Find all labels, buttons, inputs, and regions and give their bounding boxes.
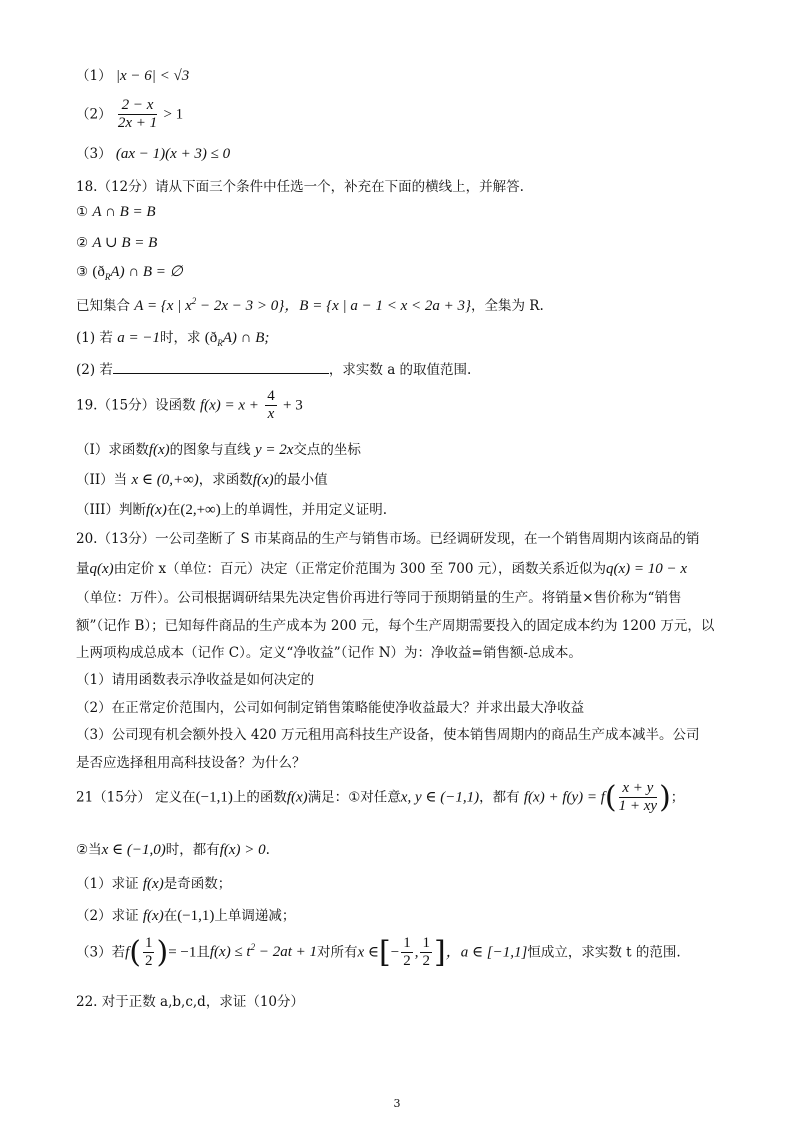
fraction-numerator: 1 — [143, 935, 155, 953]
math-expression: f(x) = x + — [199, 397, 259, 414]
fraction-numerator: 1 — [420, 935, 432, 953]
answer-blank[interactable] — [113, 361, 329, 374]
text-segment: ，全集为 R. — [471, 298, 544, 314]
math-expression: f(x) > 0 — [219, 842, 266, 858]
text-segment: 对所有 — [317, 944, 358, 961]
fraction-denominator: 2 — [422, 953, 430, 970]
math-expression: x, y ∈ (−1,1) — [400, 789, 480, 806]
math-expression: (ax − 1)(x + 3) ≤ 0 — [115, 146, 231, 162]
set-B: ，B = {x | a − 1 < x < 2a + 3} — [284, 298, 471, 314]
q19-part-3 — [76, 498, 387, 519]
q19-part-2 — [76, 468, 328, 489]
q18-header: 18.（12分）请从下面三个条件中任选一个，补充在下面的横线上，并解答. — [76, 179, 524, 195]
fraction-denominator: 2x + 1 — [117, 115, 158, 132]
circled-number: ② — [76, 842, 89, 858]
math-expression: x ∈ — [357, 944, 380, 961]
math-expression: f(x) + f(y) = f — [523, 789, 605, 806]
circled-number: ③ — [76, 264, 89, 280]
q21-part-3 — [76, 935, 681, 971]
text-segment: ，求函数 — [198, 472, 253, 488]
text-segment: . — [265, 842, 270, 858]
part-label: （2）求证 — [76, 908, 139, 924]
math-expression: f(x) — [146, 502, 167, 518]
math-expression: |x − 6| < √3 — [115, 68, 190, 84]
q21-part-2 — [76, 904, 295, 925]
math-subscript: R — [217, 338, 223, 348]
fraction-numerator: 4 — [265, 388, 277, 406]
math-expression: (−1,1) — [177, 908, 215, 924]
q18-part-2 — [76, 358, 471, 378]
fraction — [401, 935, 413, 971]
page-number: 3 — [393, 1097, 401, 1110]
circled-number: ① — [348, 789, 361, 806]
q18-condition-1 — [76, 204, 156, 221]
text-segment: ，都有 — [479, 789, 520, 806]
q17-item-1 — [76, 64, 189, 85]
text-segment: 已知集合 — [76, 298, 130, 314]
part-label: （1）求证 — [76, 876, 139, 892]
math-expression: x ∈ (0,+∞) — [131, 472, 199, 488]
text-segment: 19.（15分）设函数 — [76, 397, 196, 414]
text-segment: 上的单调性，并用定义证明. — [220, 502, 388, 518]
comma: , — [414, 944, 419, 961]
fraction — [143, 935, 155, 971]
circled-number: ② — [76, 235, 89, 251]
text-segment: 的最小值 — [273, 472, 328, 488]
math-expression: ，a ∈ [−1,1] — [445, 944, 528, 961]
q21-condition-2 — [76, 838, 270, 859]
math-expression: q(x) = 10 − x — [606, 561, 688, 577]
text-segment: 的图象与直线 — [169, 442, 251, 458]
fraction-denominator: 1 + xy — [618, 798, 658, 815]
right-bracket: ] — [433, 934, 446, 970]
math-expression — [210, 944, 317, 960]
fraction-numerator: 1 — [401, 935, 413, 953]
part-label: （III）判断 — [76, 502, 146, 518]
math-expression: f(x) — [286, 789, 308, 806]
q20-part-3b: 是否应选择租用高科技设备？为什么？ — [76, 755, 306, 771]
math-part: A = {x | x — [134, 298, 192, 314]
text-segment: 时，求 — [159, 330, 201, 346]
text-segment: 对任意 — [360, 789, 401, 806]
right-paren: ) — [156, 934, 169, 970]
fraction-denominator: 2 — [144, 953, 153, 970]
math-part: A) ∩ B = ∅ — [110, 264, 183, 280]
q17-item-3 — [76, 142, 230, 163]
text-segment: 上单调递减； — [214, 908, 296, 924]
math-expression: (2,+∞) — [180, 502, 221, 518]
text-segment: 且 — [196, 944, 210, 961]
q20-part-1: （1）请用函数表示净收益是如何决定的 — [76, 672, 315, 688]
q20-part-3a: （3）公司现有机会额外投入 420 万元租用高科技生产设备，使本销售周期内的商品生产成本减半。公司 — [76, 727, 700, 743]
q20-line-1: 20.（13分）一公司垄断了 S 市某商品的生产与销售市场。已经调研发现，在一个销售周期内该商品的销 — [76, 531, 700, 547]
math-part: − 2at + 1 — [255, 944, 318, 961]
math-expression: > 1 — [163, 106, 184, 123]
item-label: （3） — [76, 146, 112, 162]
minus-sign: − — [390, 944, 400, 961]
part-label: （3）若 — [76, 944, 126, 961]
math-expression: + 3 — [283, 397, 303, 414]
text-segment: 21（15分） 定义在 — [76, 789, 196, 806]
math-expression: y = 2x — [254, 442, 294, 458]
q18-condition-2 — [76, 233, 157, 252]
math-part: f(x) ≤ t — [209, 944, 251, 961]
q22-header: 22. 对于正数 a,b,c,d，求证（10分） — [76, 994, 304, 1010]
math-superscript: 2 — [191, 296, 197, 306]
math-expression: f — [125, 944, 130, 961]
text-segment: 是奇函数； — [163, 876, 232, 892]
text-segment: 量 — [76, 561, 90, 577]
fraction — [118, 97, 157, 133]
left-bracket: [ — [379, 934, 391, 970]
text-segment: 时，都有 — [165, 842, 220, 858]
q20-part-2: （2）在正常定价范围内，公司如何制定销售策略能使净收益最大？并求出最大净收益 — [76, 700, 585, 716]
part-label: （II）当 — [76, 472, 128, 488]
part-label: (2) 若 — [76, 362, 113, 378]
q20-line-4: 额”（记作 B）；已知每件商品的生产成本为 200 元，每个生产周期需要投入的固定成本约为 1200 万元，以 — [76, 618, 715, 634]
math-expression: = −1 — [168, 944, 197, 961]
text-segment: ，求实数 a 的取值范围. — [328, 362, 472, 378]
fraction-denominator: 2 — [403, 953, 411, 970]
item-label: （1） — [76, 68, 112, 84]
math-expression: x ∈ (−1,0) — [101, 842, 166, 858]
math-expression: f(x) — [142, 876, 164, 892]
q21-header — [76, 780, 684, 816]
math-part: (ð — [204, 330, 218, 346]
q19-header — [76, 388, 303, 424]
math-subscript: R — [104, 272, 111, 282]
q19-part-1 — [76, 438, 361, 459]
item-label: （2） — [76, 106, 112, 123]
math-expression — [92, 264, 182, 280]
fraction-numerator: 2 − x — [118, 97, 157, 115]
fraction — [420, 935, 432, 971]
math-superscript: 2 — [250, 942, 256, 953]
math-expression: a = −1 — [117, 330, 160, 346]
math-expression: f(x) — [252, 472, 274, 488]
text-segment: 交点的坐标 — [293, 442, 361, 458]
text-segment: 在 — [163, 908, 178, 924]
part-label: （I）求函数 — [76, 442, 149, 458]
part-label: (1) 若 — [76, 330, 113, 346]
left-paren: ( — [129, 934, 141, 970]
q20-line-5: 上两项构成总成本（记作 C）。定义“净收益”（记作 N）为：净收益=销售额-总成本。 — [76, 645, 582, 661]
text-segment: ； — [670, 789, 685, 806]
fraction-denominator: x — [267, 406, 275, 423]
fraction — [619, 780, 657, 816]
right-paren: ) — [659, 779, 671, 815]
text-segment: 在 — [166, 502, 181, 518]
fraction — [265, 388, 277, 424]
math-part: A) ∩ B; — [222, 330, 270, 346]
math-expression: (−1,1) — [195, 789, 233, 806]
math-expression: f(x) — [148, 442, 170, 458]
q18-given — [76, 294, 544, 315]
fraction-numerator: x + y — [619, 780, 657, 798]
text-segment: 满足： — [307, 789, 349, 806]
text-segment: 恒成立，求实数 t 的范围. — [527, 944, 681, 961]
left-paren: ( — [604, 779, 617, 815]
math-part: − 2x − 3 > 0} — [196, 298, 285, 314]
text-segment: 由定价 x（单位：百元）决定（正常定价范围为 300 至 700 元），函数关系近似为 — [113, 561, 607, 577]
math-expression: q(x) — [89, 561, 114, 577]
text-segment: 上的函数 — [232, 789, 287, 806]
math-expression: A ∩ B = B — [92, 204, 156, 220]
q18-part-1 — [76, 326, 269, 348]
math-part: (ð — [92, 264, 105, 280]
q20-line-3: （单位：万件）。公司根据调研结果先决定售价再进行等同于预期销量的生产。将销量×售价称为“销售 — [76, 590, 682, 606]
q21-part-1 — [76, 872, 231, 893]
circled-number: ① — [76, 204, 89, 220]
text-segment: 当 — [88, 842, 102, 858]
math-expression — [205, 330, 270, 346]
q18-condition-3 — [76, 262, 183, 282]
math-expression: f(x) — [142, 908, 164, 924]
q17-item-2 — [76, 97, 183, 133]
q20-line-2 — [76, 557, 687, 578]
math-expression: A ∪ B = B — [92, 235, 158, 251]
set-A — [134, 298, 284, 314]
